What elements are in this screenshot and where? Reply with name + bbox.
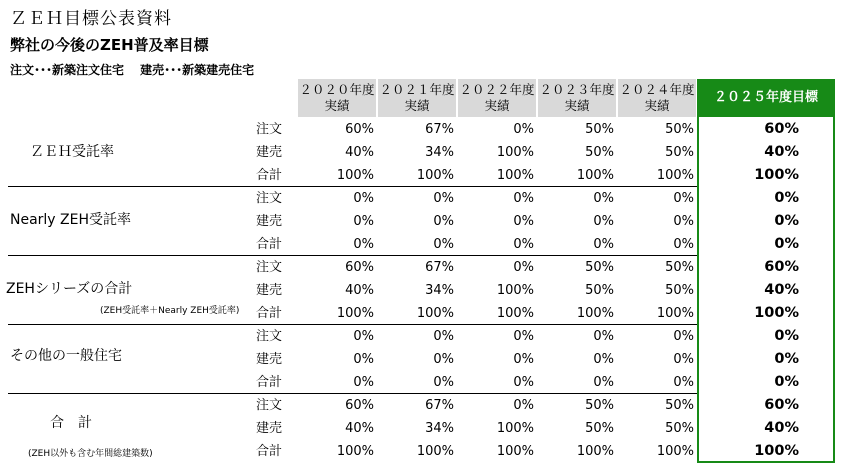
goal-cell: 0% — [774, 351, 799, 367]
value-cell: 100% — [496, 168, 534, 183]
value-cell: 100% — [496, 306, 534, 321]
value-cell: 40% — [345, 283, 374, 298]
value-cell: 50% — [665, 260, 694, 275]
value-cell: 40% — [345, 421, 374, 436]
year-header-label: 実績 — [644, 98, 670, 113]
value-cell: 100% — [336, 444, 374, 459]
row-type-label: 注文 — [256, 260, 283, 275]
year-header-label: 実績 — [564, 98, 590, 113]
value-cell: 100% — [336, 306, 374, 321]
row-type-label: 建売 — [256, 283, 283, 298]
goal-cell: 0% — [774, 374, 799, 390]
year-header-year: ２０２１年度 — [379, 82, 455, 97]
page-subtitle: 弊社の今後のZEH普及率目標 — [10, 36, 209, 54]
value-cell: 0% — [593, 352, 614, 367]
value-cell: 67% — [425, 260, 454, 275]
value-cell: 60% — [345, 260, 374, 275]
year-header-3 — [458, 79, 537, 117]
value-cell: 60% — [345, 122, 374, 137]
value-cell: 60% — [345, 398, 374, 413]
value-cell: 100% — [656, 444, 694, 459]
year-header-year: ２０２０年度 — [299, 82, 375, 97]
row-type-label: 注文 — [256, 398, 283, 413]
value-cell: 100% — [496, 145, 534, 160]
value-cell: 100% — [416, 444, 454, 459]
group-label-5: 合 計 — [50, 415, 92, 431]
value-cell: 0% — [513, 237, 534, 252]
value-cell: 100% — [496, 283, 534, 298]
year-header-label: 実績 — [404, 98, 430, 113]
value-cell: 0% — [353, 352, 374, 367]
value-cell: 0% — [673, 329, 694, 344]
value-cell: 0% — [353, 329, 374, 344]
value-cell: 0% — [353, 191, 374, 206]
value-cell: 50% — [585, 145, 614, 160]
value-cell: 67% — [425, 122, 454, 137]
value-cell: 0% — [673, 214, 694, 229]
value-cell: 0% — [513, 398, 534, 413]
value-cell: 0% — [433, 191, 454, 206]
value-cell: 100% — [576, 444, 614, 459]
goal-cell: 40% — [764, 144, 799, 160]
value-cell: 0% — [353, 237, 374, 252]
row-type-label: 合計 — [256, 444, 283, 459]
goal-cell: 60% — [764, 397, 799, 413]
value-cell: 50% — [585, 398, 614, 413]
value-cell: 50% — [585, 283, 614, 298]
value-cell: 50% — [665, 145, 694, 160]
row-type-label: 合計 — [256, 237, 283, 252]
goal-cell: 0% — [774, 328, 799, 344]
year-header-year: ２０２４年度 — [619, 82, 695, 97]
value-cell: 50% — [585, 421, 614, 436]
value-cell: 100% — [656, 168, 694, 183]
value-cell: 0% — [593, 329, 614, 344]
value-cell: 34% — [425, 283, 454, 298]
value-cell: 0% — [353, 214, 374, 229]
group-label-4: その他の一般住宅 — [10, 348, 122, 364]
value-cell: 0% — [593, 191, 614, 206]
value-cell: 0% — [433, 214, 454, 229]
value-cell: 0% — [433, 329, 454, 344]
goal-column-border — [697, 79, 835, 463]
value-cell: 0% — [433, 237, 454, 252]
row-type-label: 合計 — [256, 375, 283, 390]
year-header-label: 実績 — [324, 98, 350, 113]
value-cell: 100% — [576, 306, 614, 321]
goal-cell: 0% — [774, 213, 799, 229]
row-type-label: 建売 — [256, 145, 283, 160]
value-cell: 0% — [513, 352, 534, 367]
value-cell: 67% — [425, 398, 454, 413]
value-cell: 100% — [416, 168, 454, 183]
year-header-year: ２０２２年度 — [459, 82, 535, 97]
value-cell: 0% — [673, 237, 694, 252]
value-cell: 0% — [513, 329, 534, 344]
row-type-label: 注文 — [256, 191, 283, 206]
value-cell: 0% — [513, 375, 534, 390]
year-header-label: 実績 — [484, 98, 510, 113]
value-cell: 0% — [673, 375, 694, 390]
goal-cell: 40% — [764, 282, 799, 298]
year-header-year: ２０２３年度 — [539, 82, 615, 97]
group-label-1: ＺＥＨ受託率 — [30, 144, 114, 160]
legend-note: 注文･･･新築注文住宅 建売･･･新築建売住宅 — [10, 63, 255, 77]
row-type-label: 注文 — [256, 329, 283, 344]
row-type-label: 建売 — [256, 214, 283, 229]
value-cell: 34% — [425, 421, 454, 436]
goal-cell: 100% — [754, 167, 799, 183]
row-type-label: 建売 — [256, 421, 283, 436]
row-type-label: 注文 — [256, 122, 283, 137]
group-label-3: ZEHシリーズの合計 — [6, 281, 133, 297]
value-cell: 100% — [576, 168, 614, 183]
value-cell: 0% — [353, 375, 374, 390]
value-cell: 50% — [665, 283, 694, 298]
value-cell: 100% — [496, 421, 534, 436]
goal-cell: 100% — [754, 305, 799, 321]
goal-cell: 60% — [764, 121, 799, 137]
value-cell: 0% — [513, 214, 534, 229]
value-cell: 50% — [585, 260, 614, 275]
group-sublabel-5: (ZEH以外も含む年間総建築数) — [28, 449, 153, 459]
page-title: ＺＥＨ目標公表資料 — [10, 9, 172, 29]
value-cell: 50% — [585, 122, 614, 137]
value-cell: 100% — [416, 306, 454, 321]
value-cell: 0% — [673, 352, 694, 367]
year-header-2 — [378, 79, 457, 117]
value-cell: 34% — [425, 145, 454, 160]
value-cell: 100% — [336, 168, 374, 183]
value-cell: 0% — [593, 214, 614, 229]
goal-cell: 100% — [754, 443, 799, 459]
value-cell: 0% — [513, 260, 534, 275]
value-cell: 0% — [433, 352, 454, 367]
goal-cell: 0% — [774, 190, 799, 206]
value-cell: 0% — [593, 237, 614, 252]
value-cell: 0% — [513, 122, 534, 137]
goal-cell: 60% — [764, 259, 799, 275]
group-sublabel-3: (ZEH受託率＋Nearly ZEH受託率) — [100, 306, 240, 316]
goal-cell: 40% — [764, 420, 799, 436]
value-cell: 50% — [665, 398, 694, 413]
row-type-label: 建売 — [256, 352, 283, 367]
year-header-5 — [618, 79, 697, 117]
value-cell: 0% — [673, 191, 694, 206]
value-cell: 50% — [665, 122, 694, 137]
value-cell: 0% — [513, 191, 534, 206]
goal-header: ２０２５年度目標 — [697, 79, 835, 117]
year-header-1 — [298, 79, 377, 117]
value-cell: 0% — [593, 375, 614, 390]
value-cell: 100% — [656, 306, 694, 321]
value-cell: 0% — [433, 375, 454, 390]
group-label-2: Nearly ZEH受託率 — [10, 212, 132, 228]
value-cell: 40% — [345, 145, 374, 160]
row-type-label: 合計 — [256, 168, 283, 183]
year-header-4 — [538, 79, 617, 117]
value-cell: 50% — [665, 421, 694, 436]
goal-cell: 0% — [774, 236, 799, 252]
row-type-label: 合計 — [256, 306, 283, 321]
value-cell: 100% — [496, 444, 534, 459]
